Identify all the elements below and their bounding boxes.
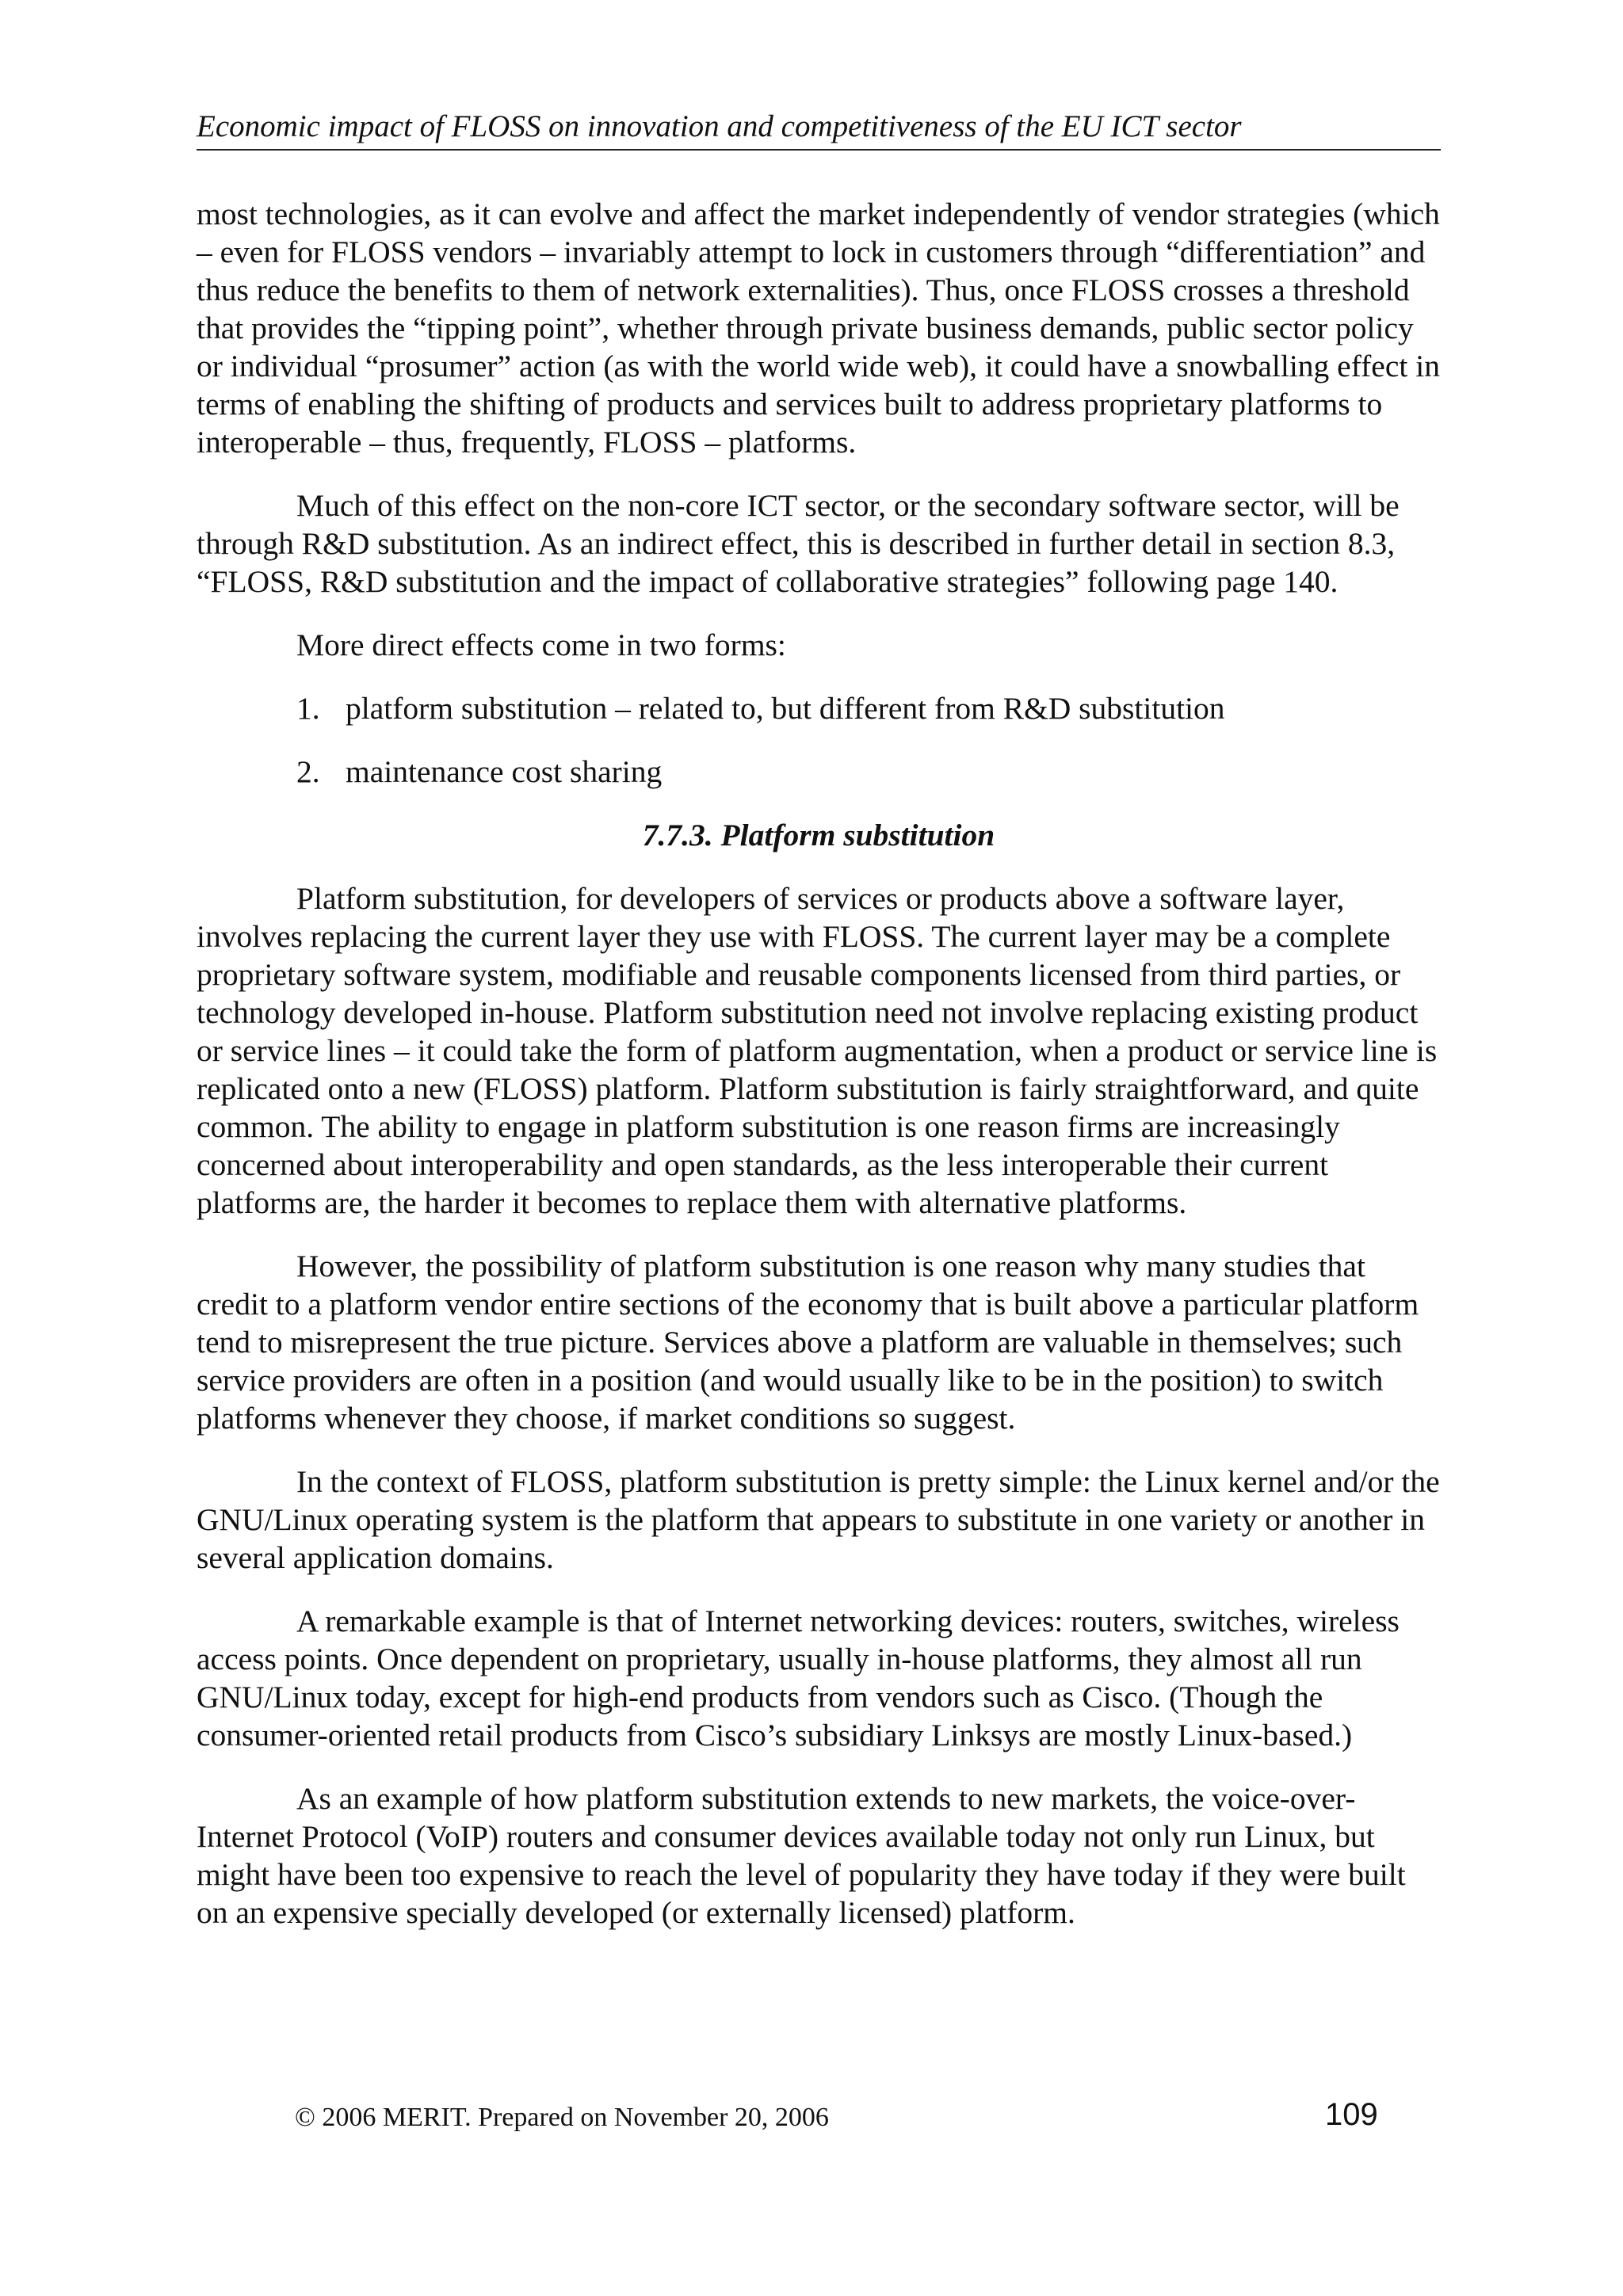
paragraph: However, the possibility of platform substitution is one reason why many studies that credit to a platform vendor entire sections of the economy that is built above a particular platform tend to misrepresent the true picture. Services above a platform are valuable in themselves; such service providers are often in a position (and would usually like to be in the position) to switch platforms whenever they choose, if market conditions so suggest. bbox=[197, 1249, 1419, 1436]
paragraph: Platform substitution, for developers of services or products above a software layer, involves replacing the current layer they use with FLOSS. The current layer may be a complete proprietary software system, modifiable and reusable components licensed from third parties, or technology developed in-house. Platform substitution need not involve replacing existing product or service lines – it could take the form of platform augmentation, when a product or service line is replicated onto a new (FLOSS) platform. Platform substitution is fairly straightforward, and quite common. The ability to engage in platform substitution is one reason firms are increasingly concerned about interoperability and open standards, as the less interoperable their current platforms are, the harder it becomes to replace them with alternative platforms. bbox=[197, 881, 1438, 1220]
page-number: 109 bbox=[1325, 2097, 1378, 2132]
list-text: maintenance cost sharing bbox=[346, 754, 663, 789]
paragraph: In the context of FLOSS, platform substitution is pretty simple: the Linux kernel and/or the GNU/Linux operating system is the platform that appears to substitute in one variety or another in several application domains. bbox=[197, 1464, 1440, 1575]
list-item bbox=[296, 689, 1441, 727]
paragraph: More direct effects come in two forms: bbox=[296, 627, 786, 662]
list-number: 2. bbox=[296, 754, 320, 789]
list-number: 1. bbox=[296, 691, 320, 726]
list-text: platform substitution – related to, but different from R&D substitution bbox=[346, 691, 1225, 726]
running-header: Economic impact of FLOSS on innovation and competitiveness of the EU ICT sector bbox=[197, 108, 1441, 151]
body-text bbox=[197, 195, 1441, 1957]
footer-copyright: © 2006 MERIT. Prepared on November 20, 2006 bbox=[295, 2103, 829, 2132]
section-heading: 7.7.3. Platform substitution bbox=[642, 818, 995, 852]
paragraph: Much of this effect on the non-core ICT sector, or the secondary software sector, will be through R&D substitution. As an indirect effect, this is described in further detail in section 8.3, “FLOSS, R&D substitution and the impact of collaborative strategies” following page 140. bbox=[197, 488, 1400, 599]
paragraph: A remarkable example is that of Internet networking devices: routers, switches, wireless access points. Once dependent on proprietary, usually in-house platforms, they almost all run GNU/Linux today, except for high-end products from vendors such as Cisco. (Though the consumer-oriented retail products from Cisco’s subsidiary Linksys are mostly Linux-based.) bbox=[197, 1604, 1400, 1753]
paragraph: most technologies, as it can evolve and affect the market independently of vendor strategies (which – even for FLOSS vendors – invariably attempt to lock in customers through “differentiation” and thus reduce the benefits to them of network externalities). Thus, once FLOSS crosses a threshold that provides the “tipping point”, whether through private business demands, public sector policy or individual “prosumer” action (as with the world wide web), it could have a snowballing effect in terms of enabling the shifting of products and services built to address proprietary platforms to interoperable – thus, frequently, FLOSS – platforms. bbox=[197, 196, 1440, 460]
paragraph: As an example of how platform substitution extends to new markets, the voice-over-Internet Protocol (VoIP) routers and consumer devices available today not only run Linux, but might have been too expensive to reach the level of popularity they have today if they were built on an expensive specially developed (or externally licensed) platform. bbox=[197, 1781, 1406, 1930]
list-item bbox=[296, 753, 1441, 791]
